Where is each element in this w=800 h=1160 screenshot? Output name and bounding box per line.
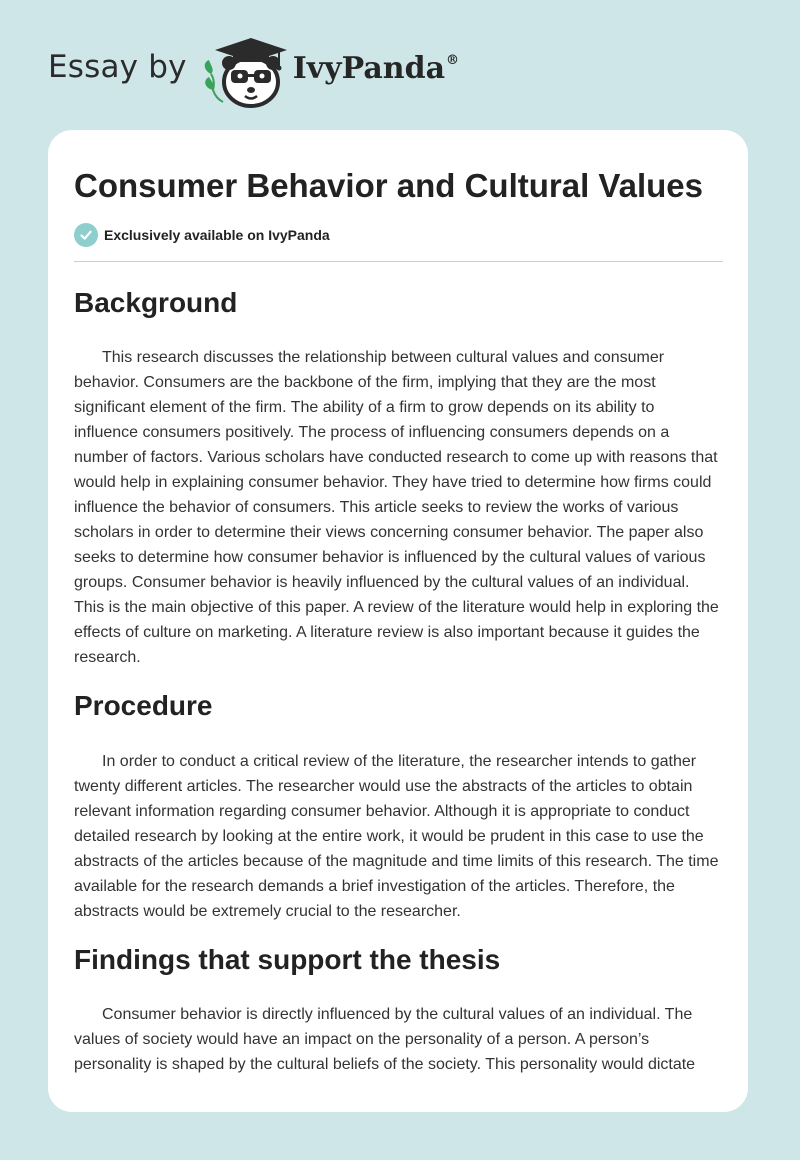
check-icon [74, 223, 98, 247]
essay-by-label: Essay by [48, 49, 187, 85]
panda-graduation-cap-icon [201, 30, 287, 110]
section-background [74, 286, 722, 671]
exclusive-label: Exclusively available on IvyPanda [104, 226, 330, 243]
brand-name: IvyPanda® [292, 50, 460, 86]
section-findings [74, 943, 722, 1078]
page-title: Consumer Behavior and Cultural Values [74, 167, 703, 204]
section-paragraph: Consumer behavior is directly influenced by the cultural values of an individual. The values of society would have an impact on the personality of a person. A person’s personality is shaped by the cultural beliefs of the society. This personality would dictate [74, 1006, 696, 1074]
essay-card [48, 130, 748, 1112]
section-paragraph: In order to conduct a critical review of the literature, the researcher intends to gather twenty different articles. The researcher would use the abstracts of the articles to obtain relevant information regarding consumer behavior. Although it is appropriate to conduct detailed research by looking at the entire work, it would be prudent in this case to use the abstracts of the articles because of the magnitude and time limits of this research. The time available for the research demands a brief investigation of the articles. Therefore, the abstracts would be extremely crucial to the researcher. [74, 752, 719, 920]
site-header [48, 30, 459, 110]
section-paragraph: This research discusses the relationship between cultural values and consumer behavior. Consumers are the backbone of the firm, implying that they are the most significant element of the firm. The ability of a firm to grow depends on its ability to influence consumers positively. The process of influencing consumers depends on a number of factors. Various scholars have conducted research to come up with reasons that would help in explaining consumer behavior. They have tried to determine how firms could influence the behavior of consumers. This article seeks to review the works of various scholars in order to determine their views concerning consumer behavior. The paper also seeks to determine how consumer behavior is influenced by the cultural values of various groups. Consumer behavior is heavily influenced by the cultural values of an individual. This is the main objective of this paper. A review of the literature would help in exploring the effects of culture on marketing. A literature review is also important because it guides the research. [74, 349, 719, 667]
exclusive-badge [74, 222, 722, 248]
section-heading: Background [74, 286, 238, 318]
divider [74, 261, 723, 262]
section-heading: Procedure [74, 690, 213, 722]
section-heading: Findings that support the thesis [74, 943, 501, 975]
section-procedure [74, 689, 722, 924]
